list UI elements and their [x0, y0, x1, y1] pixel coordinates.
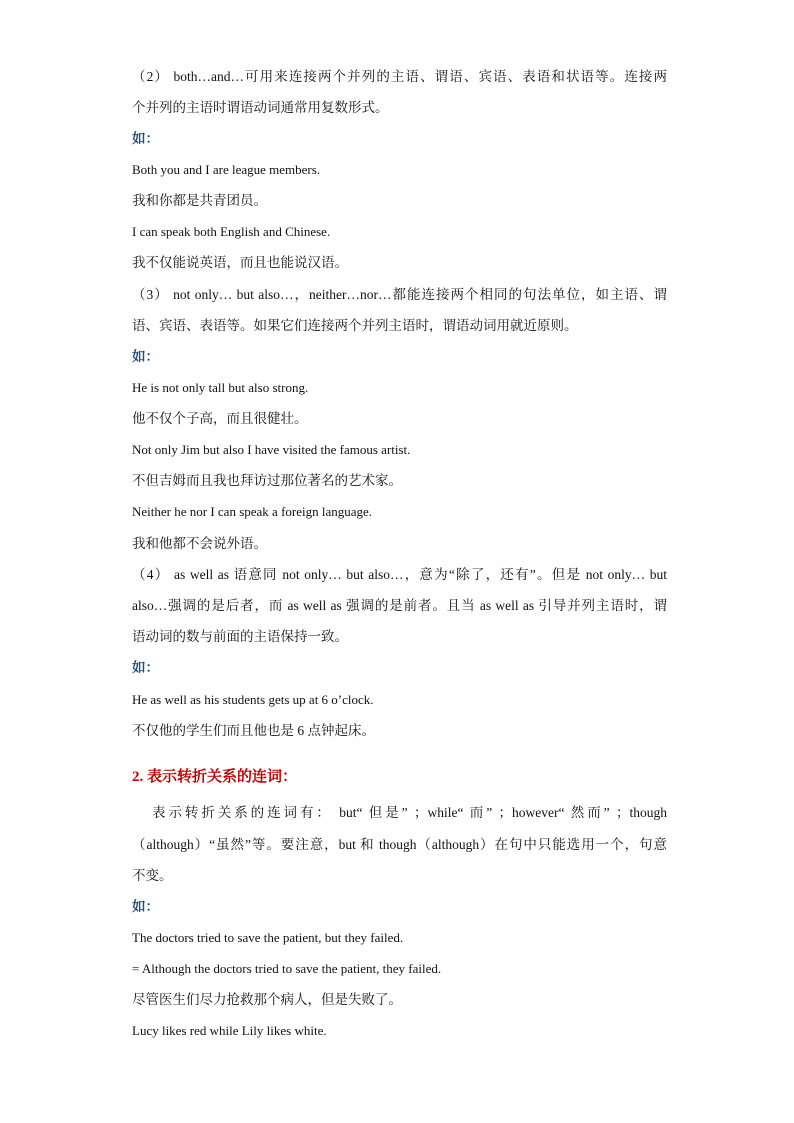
example-sentence-zh: 我和你都是共青团员。	[132, 193, 267, 208]
para-4-line-3: 语动词的数与前面的主语保持一致。	[132, 629, 348, 644]
example-label: 如：	[132, 660, 159, 675]
example-sentence-en: I can speak both English and Chinese.	[132, 224, 331, 239]
para-4-line-1: （4） as well as 语意同 not only… but also…，意为“除了，还有”。但是 not only… but	[132, 567, 667, 582]
para-2-line-2: 个并列的主语时谓语动词通常用复数形式。	[132, 100, 389, 115]
example-sentence-en: = Although the doctors tried to save the patient, they failed.	[132, 961, 442, 976]
para-4-line-2: also…强调的是后者，而 as well as 强调的是前者。且当 as well as 引导并列主语时，谓	[132, 598, 667, 613]
example-sentence-zh: 不仅他的学生们而且他也是 6 点钟起床。	[132, 723, 375, 738]
example-sentence-zh: 尽管医生们尽力抢救那个病人，但是失败了。	[132, 992, 402, 1007]
example-label: 如：	[132, 131, 159, 146]
section-2-line-2: （although）“虽然”等。要注意，but 和 though（although）在句中只能选用一个，句意	[132, 837, 667, 852]
example-sentence-zh: 我和他都不会说外语。	[132, 536, 267, 551]
example-sentence-zh: 他不仅个子高，而且很健壮。	[132, 411, 308, 426]
example-sentence-en: Not only Jim but also I have visited the famous artist.	[132, 442, 411, 457]
example-sentence-en: Both you and I are league members.	[132, 162, 321, 177]
example-sentence-en: The doctors tried to save the patient, but they failed.	[132, 930, 404, 945]
para-3-line-1: （3） not only… but also…，neither…nor…都能连接两个相同的句法单位，如主语、谓	[132, 287, 667, 302]
example-label: 如：	[132, 349, 159, 364]
example-sentence-en: Neither he nor I can speak a foreign language.	[132, 504, 373, 519]
section-2-line-3: 不变。	[132, 868, 173, 883]
example-label: 如：	[132, 899, 159, 914]
section-heading: 2. 表示转折关系的连词：	[132, 769, 298, 785]
example-sentence-en: He is not only tall but also strong.	[132, 380, 309, 395]
para-3-line-2: 语、宾语、表语等。如果它们连接两个并列主语时，谓语动词用就近原则。	[132, 318, 578, 333]
section-2-line-1: 表示转折关系的连词有： but“ 但是” ；while“ 而” ；however“ 然而” ；though	[152, 805, 667, 820]
example-sentence-en: Lucy likes red while Lily likes white.	[132, 1023, 327, 1038]
example-sentence-en: He as well as his students gets up at 6 o’clock.	[132, 692, 374, 707]
para-2-line-1: （2） both…and…可用来连接两个并列的主语、谓语、宾语、表语和状语等。连接两	[132, 69, 667, 84]
example-sentence-zh: 我不仅能说英语，而且也能说汉语。	[132, 255, 348, 270]
example-sentence-zh: 不但吉姆而且我也拜访过那位著名的艺术家。	[132, 473, 402, 488]
